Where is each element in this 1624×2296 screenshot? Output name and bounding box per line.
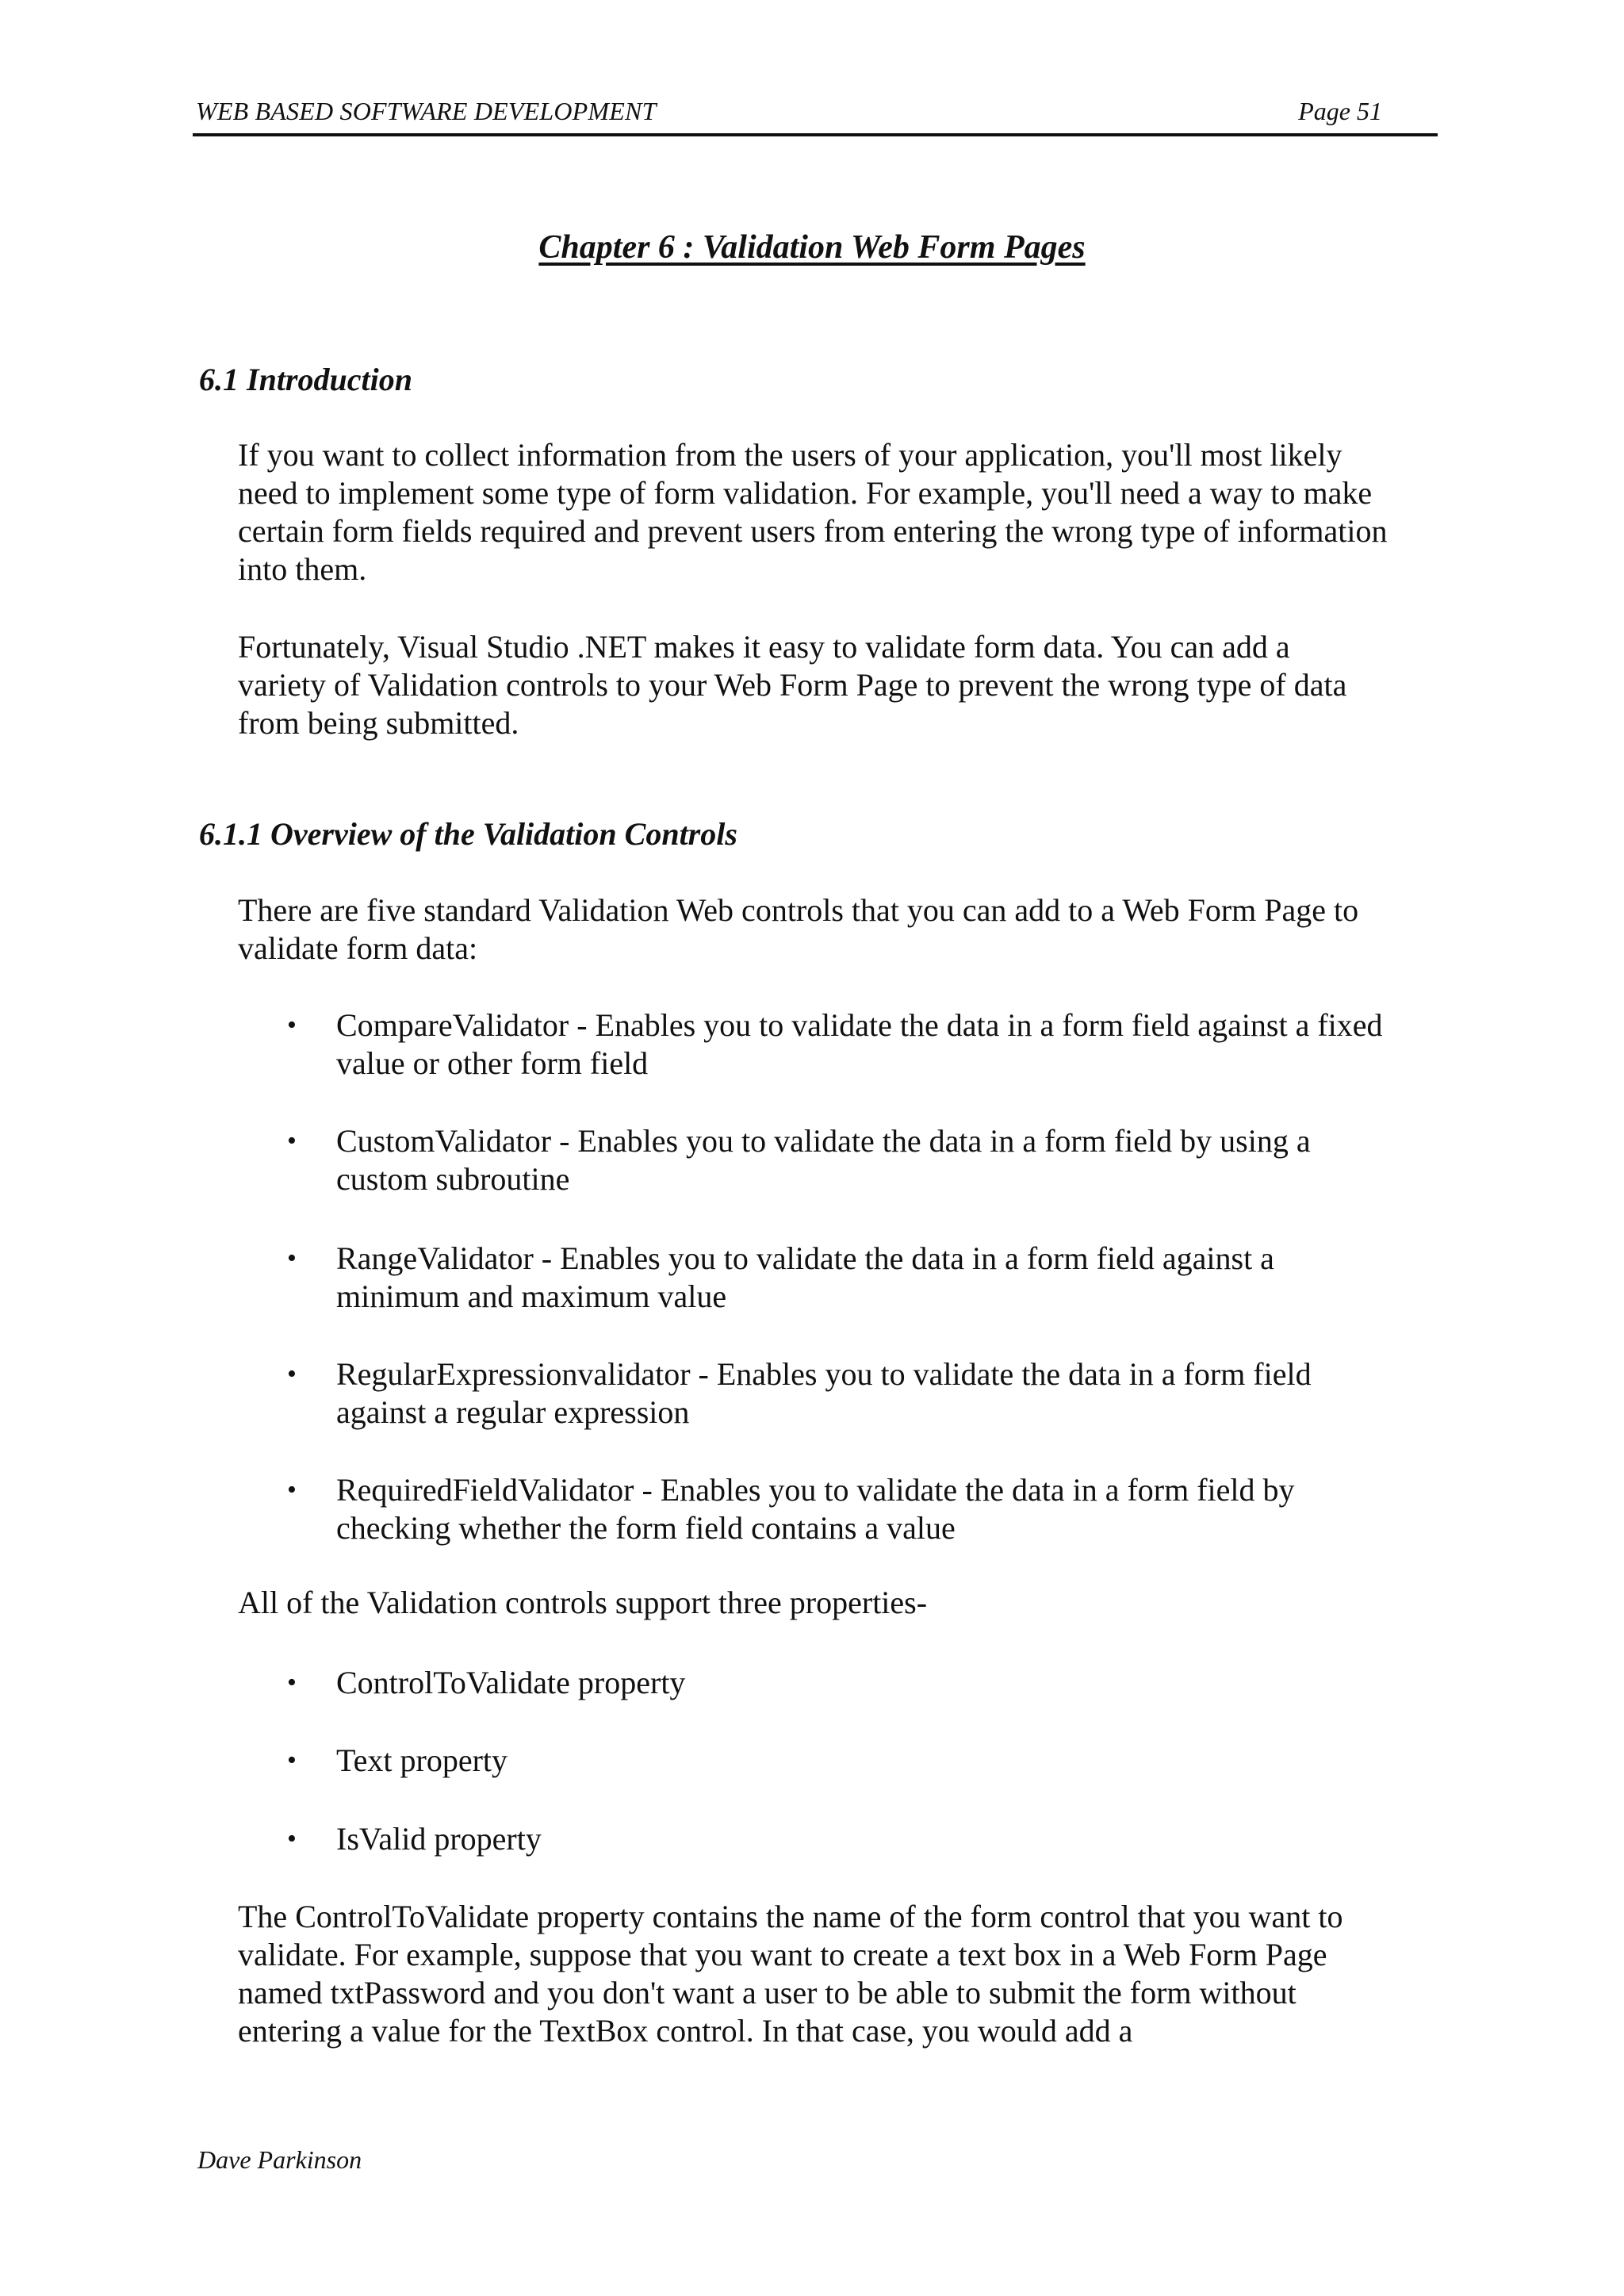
bullet-icon: • [287, 1475, 297, 1504]
text-line: Text property [336, 1742, 508, 1778]
section-heading-introduction: 6.1 Introduction [199, 362, 412, 397]
chapter-title: Chapter 6 : Validation Web Form Pages [538, 229, 1086, 266]
text-line: All of the Validation controls support three properties- [238, 1585, 928, 1620]
list-item-text [336, 1664, 1462, 1702]
section-heading-overview: 6.1.1 Overview of the Validation Controls [199, 816, 737, 852]
text-line: IsValid property [336, 1821, 542, 1857]
list-item-text [336, 1006, 1462, 1083]
text-line: There are five standard Validation Web controls that you can add to a Web Form Page to [238, 892, 1359, 928]
text-line: value or other form field [336, 1045, 649, 1081]
text-line: The ControlToValidate property contains the name of the form control that you want to [238, 1899, 1343, 1934]
intro-paragraph-1 [238, 436, 1459, 588]
intro-paragraph-2 [238, 628, 1459, 742]
list-item-text [336, 1471, 1462, 1547]
bullet-icon: • [287, 1668, 297, 1697]
overview-paragraph [238, 891, 1459, 968]
text-line: from being submitted. [238, 705, 519, 741]
bullet-icon: • [287, 1010, 297, 1040]
bullet-icon: • [287, 1126, 297, 1156]
header-title: WEB BASED SOFTWARE DEVELOPMENT [196, 97, 657, 125]
text-line: entering a value for the TextBox control. In that case, you would add a [238, 2013, 1133, 2049]
list-item-text [336, 1742, 1462, 1780]
text-line: CustomValidator - Enables you to validate the data in a form field by using a [336, 1123, 1311, 1159]
text-line: ControlToValidate property [336, 1665, 686, 1700]
text-line: validate form data: [238, 930, 478, 966]
page-number: Page 51 [1298, 97, 1382, 125]
text-line: named txtPassword and you don't want a user to be able to submit the form without [238, 1975, 1297, 2010]
text-line: into them. [238, 551, 367, 587]
running-header [193, 95, 1438, 136]
text-line: variety of Validation controls to your Web Form Page to prevent the wrong type of data [238, 667, 1347, 703]
bullet-icon: • [287, 1244, 297, 1273]
text-line: certain form fields required and prevent users from entering the wrong type of information [238, 513, 1388, 549]
bullet-icon: • [287, 1746, 297, 1775]
text-line: against a regular expression [336, 1394, 690, 1430]
text-line: minimum and maximum value [336, 1278, 727, 1314]
text-line: If you want to collect information from the users of your application, you'll most likely [238, 437, 1342, 473]
text-line: checking whether the form field contains a value [336, 1510, 956, 1546]
list-item-text [336, 1122, 1462, 1198]
text-line: validate. For example, suppose that you want to create a text box in a Web Form Page [238, 1937, 1327, 1972]
list-item-text [336, 1820, 1462, 1858]
text-line: custom subroutine [336, 1161, 570, 1197]
text-line: Fortunately, Visual Studio .NET makes it easy to validate form data. You can add a [238, 629, 1290, 665]
bullet-icon: • [287, 1824, 297, 1853]
text-line: RangeValidator - Enables you to validate the data in a form field against a [336, 1240, 1274, 1276]
text-line: CompareValidator - Enables you to validate the data in a form field against a fixed [336, 1007, 1383, 1043]
properties-intro-paragraph [238, 1584, 1459, 1622]
list-item-text [336, 1355, 1462, 1432]
text-line: need to implement some type of form validation. For example, you'll need a way to make [238, 475, 1373, 511]
text-line: RequiredFieldValidator - Enables you to validate the data in a form field by [336, 1472, 1295, 1508]
footer-author: Dave Parkinson [197, 2145, 362, 2174]
bullet-icon: • [287, 1359, 297, 1389]
list-item-text [336, 1240, 1462, 1316]
text-line: RegularExpressionvalidator - Enables you to validate the data in a form field [336, 1356, 1312, 1392]
controltovalidate-paragraph [238, 1898, 1459, 2050]
